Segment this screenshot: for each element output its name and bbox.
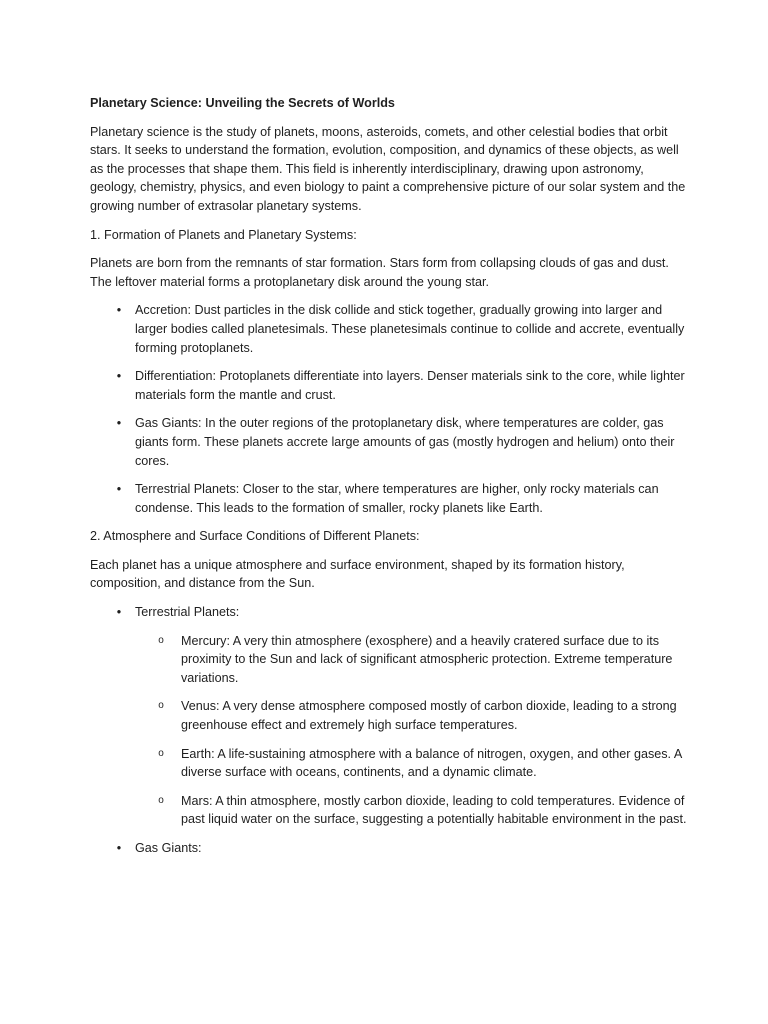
list-item bbox=[90, 414, 688, 470]
bullet-icon: • bbox=[116, 303, 122, 318]
list-item-text: Terrestrial Planets: Closer to the star, where temperatures are higher, only rocky materials can condense. This leads to the formation of smaller, rocky planets like Earth. bbox=[135, 482, 659, 515]
formation-list bbox=[90, 301, 688, 517]
section-1-paragraph: Planets are born from the remnants of star formation. Stars form from collapsing clouds of gas and dust. The leftover material forms a protoplanetary disk around the young star. bbox=[90, 256, 669, 289]
intro-paragraph: Planetary science is the study of planets, moons, asteroids, comets, and other celestial bodies that orbit stars. It seeks to understand the formation, evolution, composition, and dynamics of these objects, as well as the processes that shape them. This field is inherently interdisciplinary, drawing upon astronomy, geology, chemistry, physics, and even biology to paint a comprehensive picture of our solar system and the growing number of extrasolar planetary systems. bbox=[90, 124, 686, 213]
list-item-text: Earth: A life-sustaining atmosphere with a balance of nitrogen, oxygen, and other gases. A diverse surface with oceans, continents, and a dynamic climate. bbox=[181, 746, 682, 780]
list-item-text: Venus: A very dense atmosphere composed mostly of carbon dioxide, leading to a strong greenhouse effect and extremely high surface temperatures. bbox=[181, 699, 677, 733]
terrestrial-planets-list bbox=[135, 632, 688, 829]
list-item bbox=[135, 632, 688, 688]
bullet-icon: • bbox=[116, 416, 122, 431]
list-item-text: Gas Giants: bbox=[135, 841, 202, 855]
list-item-gas-giants bbox=[90, 839, 688, 858]
bullet-icon: • bbox=[116, 482, 122, 497]
list-item bbox=[90, 480, 688, 517]
section-2-paragraph: Each planet has a unique atmosphere and surface environment, shaped by its formation history, composition, and distance from the Sun. bbox=[90, 557, 625, 591]
sub-bullet-icon: o bbox=[158, 794, 164, 806]
planet-types-list bbox=[90, 603, 688, 858]
list-item-text: Terrestrial Planets: bbox=[135, 605, 240, 620]
list-item-terrestrial bbox=[90, 603, 688, 829]
list-item bbox=[135, 697, 688, 734]
list-item bbox=[135, 792, 688, 829]
list-item-text: Mercury: A very thin atmosphere (exosphere) and a heavily cratered surface due to its proximity to the Sun and lack of significant atmospheric protection. Extreme temperature variations. bbox=[181, 633, 673, 685]
document-title: Planetary Science: Unveiling the Secrets of Worlds bbox=[90, 96, 395, 110]
sub-bullet-icon: o bbox=[158, 747, 164, 759]
list-item bbox=[135, 745, 688, 782]
sub-bullet-icon: o bbox=[158, 700, 164, 712]
list-item-text: Gas Giants: In the outer regions of the protoplanetary disk, where temperatures are colder, gas giants form. These planets accrete large amounts of gas (mostly hydrogen and helium) onto their cores. bbox=[135, 416, 675, 468]
list-item-text: Differentiation: Protoplanets differentiate into layers. Denser materials sink to the core, while lighter materials form the mantle and crust. bbox=[135, 369, 685, 402]
bullet-icon: • bbox=[116, 605, 122, 620]
bullet-icon: • bbox=[116, 369, 122, 384]
section-1-heading: 1. Formation of Planets and Planetary Systems: bbox=[90, 227, 357, 242]
sub-bullet-icon: o bbox=[158, 634, 164, 646]
list-item bbox=[90, 367, 688, 404]
list-item bbox=[90, 301, 688, 357]
section-2-heading: 2. Atmosphere and Surface Conditions of Different Planets: bbox=[90, 529, 420, 544]
bullet-icon: • bbox=[116, 841, 122, 855]
list-item-text: Accretion: Dust particles in the disk collide and stick together, gradually growing into larger and larger bodies called planetesimals. These planetesimals continue to collide and accrete, eventually forming protoplanets. bbox=[135, 303, 685, 355]
list-item-text: Mars: A thin atmosphere, mostly carbon dioxide, leading to cold temperatures. Evidence of past liquid water on the surface, suggesting a potentially habitable environment in the past. bbox=[181, 793, 687, 827]
